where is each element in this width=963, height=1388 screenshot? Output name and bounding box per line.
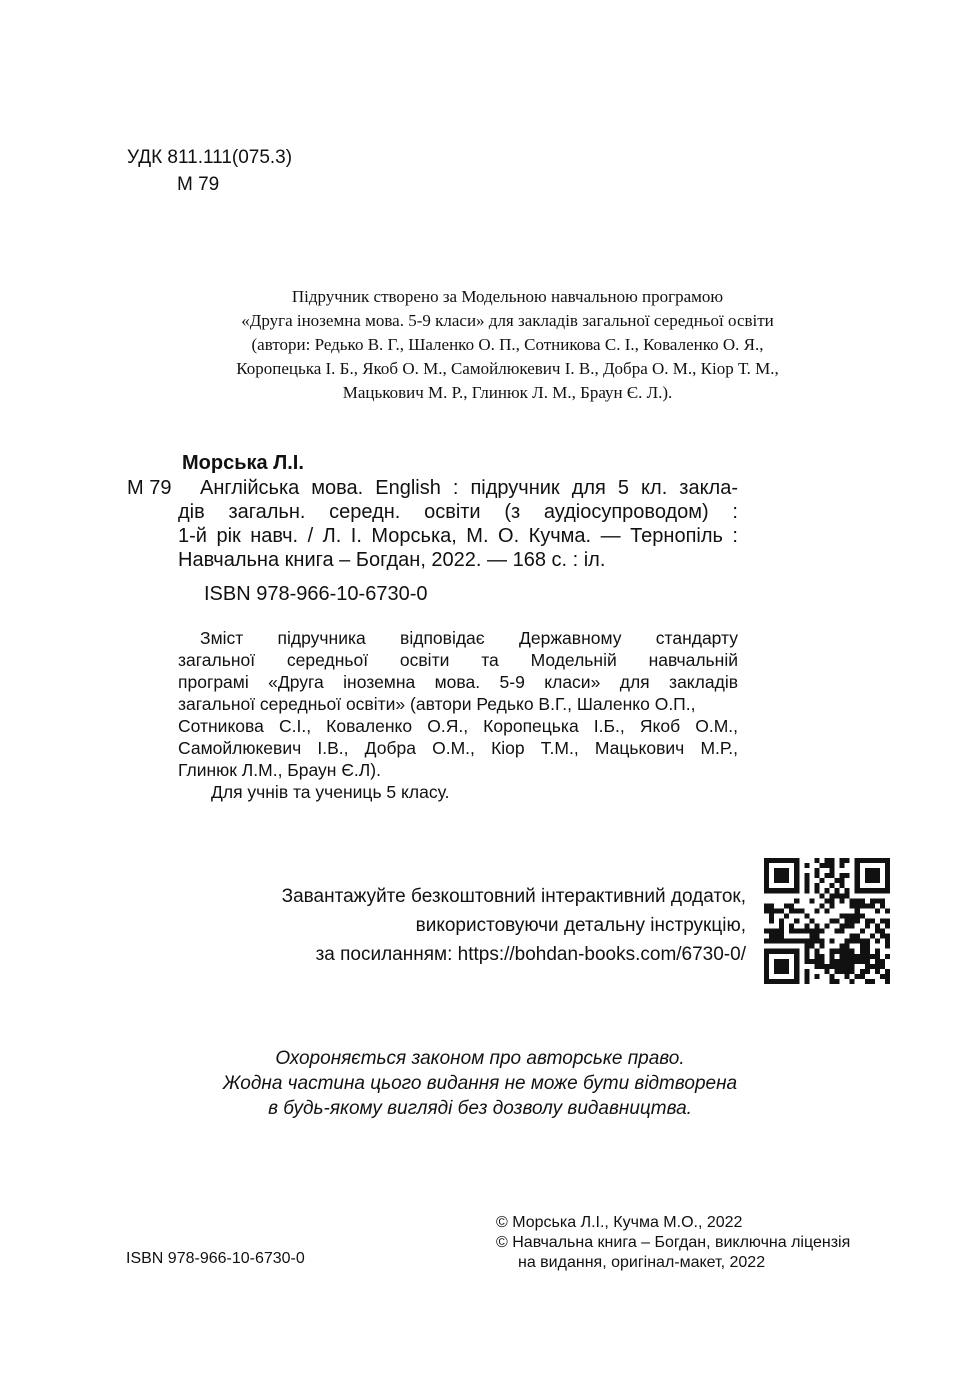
- qr-module: [835, 918, 840, 923]
- qr-module: [814, 934, 819, 939]
- qr-module: [840, 924, 845, 929]
- qr-module: [850, 949, 855, 954]
- qr-module: [885, 918, 890, 923]
- qr-module: [774, 929, 779, 934]
- qr-module: [855, 934, 860, 939]
- qr-module: [764, 929, 769, 934]
- qr-module: [870, 903, 875, 908]
- qr-module: [764, 939, 769, 944]
- qr-module: [814, 868, 819, 873]
- qr-module: [814, 954, 819, 959]
- qr-module: [855, 903, 860, 908]
- isbn: ISBN 978-966-10-6730-0: [204, 583, 428, 605]
- qr-module: [809, 918, 814, 923]
- qr-module: [850, 979, 855, 984]
- qr-module: [794, 939, 799, 944]
- qr-module: [885, 979, 890, 984]
- qr-module: [880, 974, 885, 979]
- qr-module: [824, 858, 829, 863]
- qr-module: [804, 863, 809, 868]
- qr-module: [804, 974, 809, 979]
- program-note: [180, 285, 835, 405]
- qr-module: [870, 934, 875, 939]
- qr-module: [840, 959, 845, 964]
- qr-module: [804, 924, 809, 929]
- qr-module: [830, 893, 835, 898]
- bibliography-line: 1-й рік навч. / Л. І. Морська, М. О. Кучма. — Тернопіль :: [178, 525, 738, 547]
- qr-module: [855, 954, 860, 959]
- qr-module: [819, 964, 824, 969]
- qr-module: [840, 898, 845, 903]
- qr-module: [814, 858, 819, 863]
- qr-module: [804, 878, 809, 883]
- qr-module: [830, 959, 835, 964]
- qr-module: [875, 964, 880, 969]
- qr-module: [804, 929, 809, 934]
- qr-module: [845, 969, 850, 974]
- qr-module: [855, 974, 860, 979]
- qr-module: [840, 858, 845, 863]
- qr-module: [764, 903, 769, 908]
- qr-module: [814, 929, 819, 934]
- qr-module: [835, 969, 840, 974]
- qr-module: [875, 908, 880, 913]
- qr-module: [830, 903, 835, 908]
- qr-module: [779, 924, 784, 929]
- qr-module: [845, 918, 850, 923]
- qr-module: [855, 908, 860, 913]
- qr-module: [814, 974, 819, 979]
- program-note-line: «Друга іноземна мова. 5-9 класи» для закладів загальної середньої освіти: [241, 311, 774, 330]
- qr-module: [809, 929, 814, 934]
- qr-module: [855, 913, 860, 918]
- qr-module: [850, 903, 855, 908]
- qr-module: [804, 939, 809, 944]
- qr-module: [809, 944, 814, 949]
- qr-module: [880, 959, 885, 964]
- qr-module: [779, 908, 784, 913]
- qr-module: [875, 929, 880, 934]
- qr-module: [824, 898, 829, 903]
- qr-module: [850, 954, 855, 959]
- qr-module: [769, 918, 774, 923]
- qr-module: [835, 893, 840, 898]
- qr-module: [860, 944, 865, 949]
- qr-module: [865, 964, 870, 969]
- qr-module: [814, 959, 819, 964]
- qr-module: [769, 913, 774, 918]
- qr-module: [819, 954, 824, 959]
- qr-module: [875, 939, 880, 944]
- qr-module: [835, 979, 840, 984]
- qr-module: [819, 893, 824, 898]
- qr-module: [779, 934, 784, 939]
- qr-module: [880, 898, 885, 903]
- content-statement-line: загальної середньої освіти» (автори Редько В.Г., Шаленко О.П.,: [178, 694, 696, 714]
- qr-module: [794, 929, 799, 934]
- qr-module: [799, 908, 804, 913]
- qr-module: [835, 964, 840, 969]
- qr-module: [865, 979, 870, 984]
- qr-module: [789, 939, 794, 944]
- qr-module: [819, 959, 824, 964]
- qr-module: [850, 964, 855, 969]
- qr-module: [824, 863, 829, 868]
- program-note-line: Коропецька І. Б., Якоб О. М., Самойлюкевич І. В., Добра О. М., Кіор Т. М.,: [236, 359, 779, 378]
- qr-module: [794, 908, 799, 913]
- qr-module: [865, 903, 870, 908]
- qr-module: [814, 873, 819, 878]
- bibliography-line: дів загальн. середн. освіти (з аудіосупроводом) :: [178, 501, 738, 523]
- qr-module: [875, 924, 880, 929]
- qr-module: [850, 924, 855, 929]
- qr-module: [830, 858, 835, 863]
- qr-module: [779, 918, 784, 923]
- qr-module: [819, 878, 824, 883]
- content-statement-line: Глинюк Л.М., Браун Є.Л).: [178, 760, 381, 780]
- qr-module: [830, 883, 835, 888]
- qr-module: [809, 898, 814, 903]
- qr-module: [860, 974, 865, 979]
- qr-module: [830, 979, 835, 984]
- qr-module: [774, 934, 779, 939]
- qr-module: [840, 863, 845, 868]
- isbn-bottom: ISBN 978-966-10-6730-0: [126, 1250, 305, 1267]
- qr-module: [784, 913, 789, 918]
- qr-module: [769, 939, 774, 944]
- qr-module: [835, 929, 840, 934]
- copyright-notice-line: Жодна частина цього видання не може бути відтворена: [222, 1073, 738, 1094]
- qr-module: [830, 954, 835, 959]
- qr-module: [850, 913, 855, 918]
- qr-module: [835, 959, 840, 964]
- qr-module: [880, 934, 885, 939]
- qr-module: [845, 964, 850, 969]
- qr-module: [804, 949, 809, 954]
- qr-module: [860, 969, 865, 974]
- bibliography-code: М 79: [127, 477, 172, 499]
- qr-module: [885, 944, 890, 949]
- qr-module: [804, 979, 809, 984]
- qr-module: [885, 954, 890, 959]
- qr-module: [845, 913, 850, 918]
- qr-module: [875, 959, 880, 964]
- qr-module: [830, 898, 835, 903]
- qr-module: [819, 944, 824, 949]
- qr-module: [824, 873, 829, 878]
- copyright-notice: [200, 1046, 760, 1121]
- qr-module: [885, 934, 890, 939]
- qr-module: [830, 949, 835, 954]
- qr-module: [865, 969, 870, 974]
- qr-module: [819, 903, 824, 908]
- download-instructions: [226, 882, 746, 969]
- qr-module: [845, 974, 850, 979]
- qr-module: [835, 888, 840, 893]
- qr-module: [779, 929, 784, 934]
- qr-module: [855, 918, 860, 923]
- qr-module: [804, 959, 809, 964]
- qr-module: [799, 939, 804, 944]
- qr-module: [850, 898, 855, 903]
- qr-module: [860, 929, 865, 934]
- qr-module: [774, 908, 779, 913]
- qr-module: [870, 918, 875, 923]
- bibliography-line: Англійська мова. English : підручник для 5 кл. закла-: [200, 477, 738, 499]
- qr-module: [840, 873, 845, 878]
- qr-module: [824, 964, 829, 969]
- qr-module: [769, 934, 774, 939]
- qr-module: [769, 908, 774, 913]
- qr-module: [845, 924, 850, 929]
- qr-module: [804, 944, 809, 949]
- qr-module: [814, 888, 819, 893]
- qr-module: [804, 954, 809, 959]
- qr-module: [769, 929, 774, 934]
- qr-module: [885, 908, 890, 913]
- author-heading: Морська Л.І.: [182, 452, 304, 474]
- qr-module: [824, 969, 829, 974]
- qr-module: [809, 934, 814, 939]
- program-note-line: (автори: Редько В. Г., Шаленко О. П., Сотникова С. І., Коваленко О. Я.,: [251, 335, 764, 354]
- qr-module: [840, 878, 845, 883]
- qr-module: [764, 908, 769, 913]
- qr-module: [850, 918, 855, 923]
- qr-module: [819, 929, 824, 934]
- qr-module: [830, 939, 835, 944]
- qr-module: [835, 949, 840, 954]
- qr-module: [809, 939, 814, 944]
- qr-module: [840, 883, 845, 888]
- qr-module: [814, 883, 819, 888]
- qr-module: [794, 898, 799, 903]
- qr-module: [819, 939, 824, 944]
- qr-module: [814, 964, 819, 969]
- rights-line: © Морська Л.І., Кучма М.О., 2022: [496, 1214, 743, 1231]
- copyright-notice-line: в будь-якому вигляді без дозволу видавництва.: [268, 1098, 692, 1119]
- copyright-notice-line: Охороняється законом про авторське право.: [275, 1048, 685, 1069]
- program-note-line: Мацькович М. Р., Глинюк Л. М., Браун Є. Л.).: [342, 383, 673, 402]
- qr-module: [779, 939, 784, 944]
- udk-code: УДК 811.111(075.3): [127, 147, 293, 168]
- qr-module: [845, 888, 850, 893]
- qr-module: [830, 868, 835, 873]
- download-link[interactable]: за посиланням: https://bohdan-books.com/6730-0/: [315, 944, 746, 965]
- download-line: використовуючи детальну інструкцію,: [415, 915, 746, 936]
- qr-module: [840, 954, 845, 959]
- qr-module: [870, 898, 875, 903]
- content-statement-line: Зміст підручника відповідає Державному стандарту: [200, 628, 738, 648]
- qr-module: [830, 964, 835, 969]
- download-line: Завантажуйте безкоштовний інтерактивний додаток,: [281, 886, 746, 907]
- qr-module: [784, 903, 789, 908]
- rights-line: на видання, оригінал-макет, 2022: [518, 1254, 766, 1271]
- qr-module: [840, 929, 845, 934]
- content-statement-line: програмі «Друга іноземна мова. 5-9 класи» для закладів: [178, 672, 738, 692]
- qr-module: [845, 873, 850, 878]
- qr-module: [794, 918, 799, 923]
- qr-module: [885, 974, 890, 979]
- qr-module: [840, 969, 845, 974]
- qr-module: [880, 964, 885, 969]
- qr-module: [819, 863, 824, 868]
- qr-module: [870, 954, 875, 959]
- content-statement-line: Самойлюкевич І.В., Добра О.М., Кіор Т.М., Мацькович М.Р.,: [178, 738, 738, 758]
- qr-module: [789, 924, 794, 929]
- qr-module: [845, 858, 850, 863]
- qr-module: [880, 929, 885, 934]
- qr-module: [804, 969, 809, 974]
- qr-module: [845, 893, 850, 898]
- qr-module: [865, 918, 870, 923]
- qr-module: [835, 878, 840, 883]
- qr-module: [850, 934, 855, 939]
- qr-module: [875, 969, 880, 974]
- qr-module: [804, 883, 809, 888]
- content-statement: [178, 627, 738, 803]
- content-statement-line: загальної середньої освіти та Модельній навчальній: [178, 650, 738, 670]
- program-note-line: Підручник створено за Модельною навчальною програмою: [291, 287, 724, 306]
- qr-module: [885, 969, 890, 974]
- qr-module: [824, 908, 829, 913]
- qr-module: [804, 873, 809, 878]
- qr-module: [804, 913, 809, 918]
- qr-module: [870, 964, 875, 969]
- qr-module: [814, 908, 819, 913]
- qr-module: [789, 929, 794, 934]
- qr-module: [830, 918, 835, 923]
- qr-module: [814, 939, 819, 944]
- qr-module: [880, 903, 885, 908]
- qr-module: [830, 873, 835, 878]
- qr-module: [885, 924, 890, 929]
- qr-module: [840, 944, 845, 949]
- qr-module: [855, 898, 860, 903]
- qr-module: [885, 939, 890, 944]
- qr-module: [809, 959, 814, 964]
- qr-module: [850, 969, 855, 974]
- qr-module: [870, 979, 875, 984]
- qr-module: [860, 954, 865, 959]
- audience-note: Для учнів та учениць 5 класу.: [211, 782, 450, 802]
- qr-module: [789, 908, 794, 913]
- qr-module: [830, 974, 835, 979]
- rights-line: © Навчальна книга – Богдан, виключна ліцензія: [496, 1234, 851, 1251]
- qr-module: [769, 903, 774, 908]
- content-statement-line: Сотникова С.І., Коваленко О.Я., Коропецька І.Б., Якоб О.М.,: [178, 716, 738, 736]
- qr-module: [865, 924, 870, 929]
- qr-module: [830, 863, 835, 868]
- qr-module: [860, 898, 865, 903]
- qr-code-icon[interactable]: [764, 858, 890, 984]
- qr-module: [875, 954, 880, 959]
- qr-module: [784, 939, 789, 944]
- qr-module: [875, 949, 880, 954]
- qr-module: [804, 888, 809, 893]
- qr-module: [799, 929, 804, 934]
- qr-module: [824, 888, 829, 893]
- bibliography-line: Навчальна книга – Богдан, 2022. — 168 с. : іл.: [178, 549, 606, 571]
- qr-module: [840, 913, 845, 918]
- qr-module: [860, 949, 865, 954]
- qr-module: [860, 903, 865, 908]
- qr-module: [789, 903, 794, 908]
- qr-module: [840, 964, 845, 969]
- qr-module: [824, 924, 829, 929]
- qr-module: [814, 924, 819, 929]
- qr-module: [875, 898, 880, 903]
- qr-module: [860, 913, 865, 918]
- rights-block: [496, 1213, 850, 1273]
- qr-module: [814, 949, 819, 954]
- qr-module: [840, 893, 845, 898]
- qr-module: [840, 949, 845, 954]
- qr-module: [774, 939, 779, 944]
- qr-module: [880, 918, 885, 923]
- author-mark: М 79: [177, 174, 220, 195]
